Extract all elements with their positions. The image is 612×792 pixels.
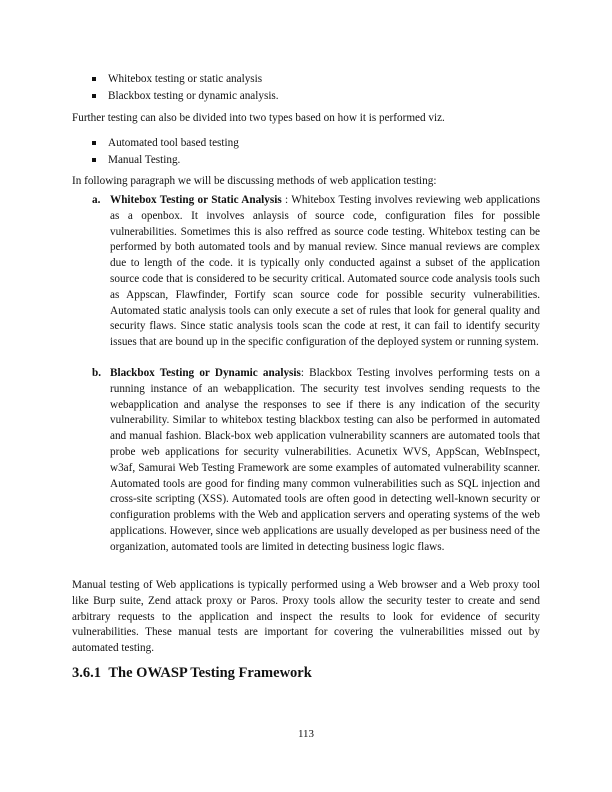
section-title: The OWASP Testing Framework <box>108 665 312 681</box>
list-item-text: Manual Testing. <box>108 154 181 166</box>
list-item-text: Automated tool based testing <box>108 137 239 149</box>
square-bullet-icon <box>92 77 96 81</box>
paragraph-following: In following paragraph we will be discussing methods of web application testing: <box>72 175 437 187</box>
item-text: : Blackbox Testing involves performing tests on a running instance of an webapplication. The security test involves sending requests to the webapplication and analyse the responses to see if there is any indication of the security vulnerability. Similar to whitebox testing blackbox testing can also be performed in automated and manual fashion. Black-box web application vulnerability scanners are automated tools that probe web applications for security vulnerabilities. Acunetix WVS, AppScan, WebInspect, w3af, Samurai Web Testing Framework are some examples of automated vulnerability scanner. Automated tools are good for finding many common vulnerabilities such as SQL injection and cross-site scripting (XSS). Automated tools are often good in detecting well-known security or configuration problems with the Web and application servers and operating systems of the web applications. However, since web applications are usually developed as per business need of the organization, automated tools are limited in detecting business logic flaws. <box>110 367 540 553</box>
square-bullet-icon <box>92 141 96 145</box>
item-heading: Blackbox Testing or Dynamic analysis <box>110 367 301 379</box>
list-item-text: Blackbox testing or dynamic analysis. <box>108 90 279 102</box>
list-item <box>92 88 279 105</box>
testing-approaches-list <box>92 71 279 105</box>
section-number: 3.6.1 <box>72 665 101 681</box>
square-bullet-icon <box>92 158 96 162</box>
list-item-text: Whitebox testing or static analysis <box>108 73 263 85</box>
square-bullet-icon <box>92 94 96 98</box>
list-item <box>92 152 239 169</box>
section-heading <box>72 664 312 682</box>
paragraph-further-testing: Further testing can also be divided into two types based on how it is performed viz. <box>72 112 445 124</box>
item-heading: Whitebox Testing or Static Analysis <box>110 194 282 206</box>
testing-types-list <box>92 135 239 169</box>
list-item <box>92 71 279 88</box>
item-marker: a. <box>92 194 101 206</box>
page-number: 113 <box>297 728 315 740</box>
item-body <box>110 366 540 556</box>
list-item <box>92 135 239 152</box>
item-whitebox-testing <box>92 193 540 351</box>
item-blackbox-testing <box>92 366 540 556</box>
item-marker: b. <box>92 367 102 379</box>
item-body <box>110 193 540 351</box>
paragraph-manual-testing: Manual testing of Web applications is typically performed using a Web browser and a Web proxy tool like Burp suite, Zend attack proxy or Paros. Proxy tools allow the security tester to create and send arbitrary requests to the application and inspect the results to look for evidence of security vulnerabilities. These manual tests are important for covering the vulnerabilities missed out by automated testing. <box>72 579 540 655</box>
item-text: : Whitebox Testing involves reviewing web applications as a openbox. It involves anlaysis of source code, configuration files for possible vulnerabilities. Sometimes this is also reffred as source code testing. Whitebox testing can be performed by both automated tools and by manual review. Since manual reviews are complex due to length of the code. it is typically only conducted against a subset of the application source code that is considered to be security critical. Automated source code analysis tools such as Appscan, Flawfinder, Fortify scan source code for possible security vulnerabilities. Automated static analysis tools can only execute a set of rules that look for general quality and security flaws. Since static analysis tools scan the code at rest, it can fail to identify security issues that are bound up in the specific configuration of the deployed system or running system. <box>110 194 541 349</box>
